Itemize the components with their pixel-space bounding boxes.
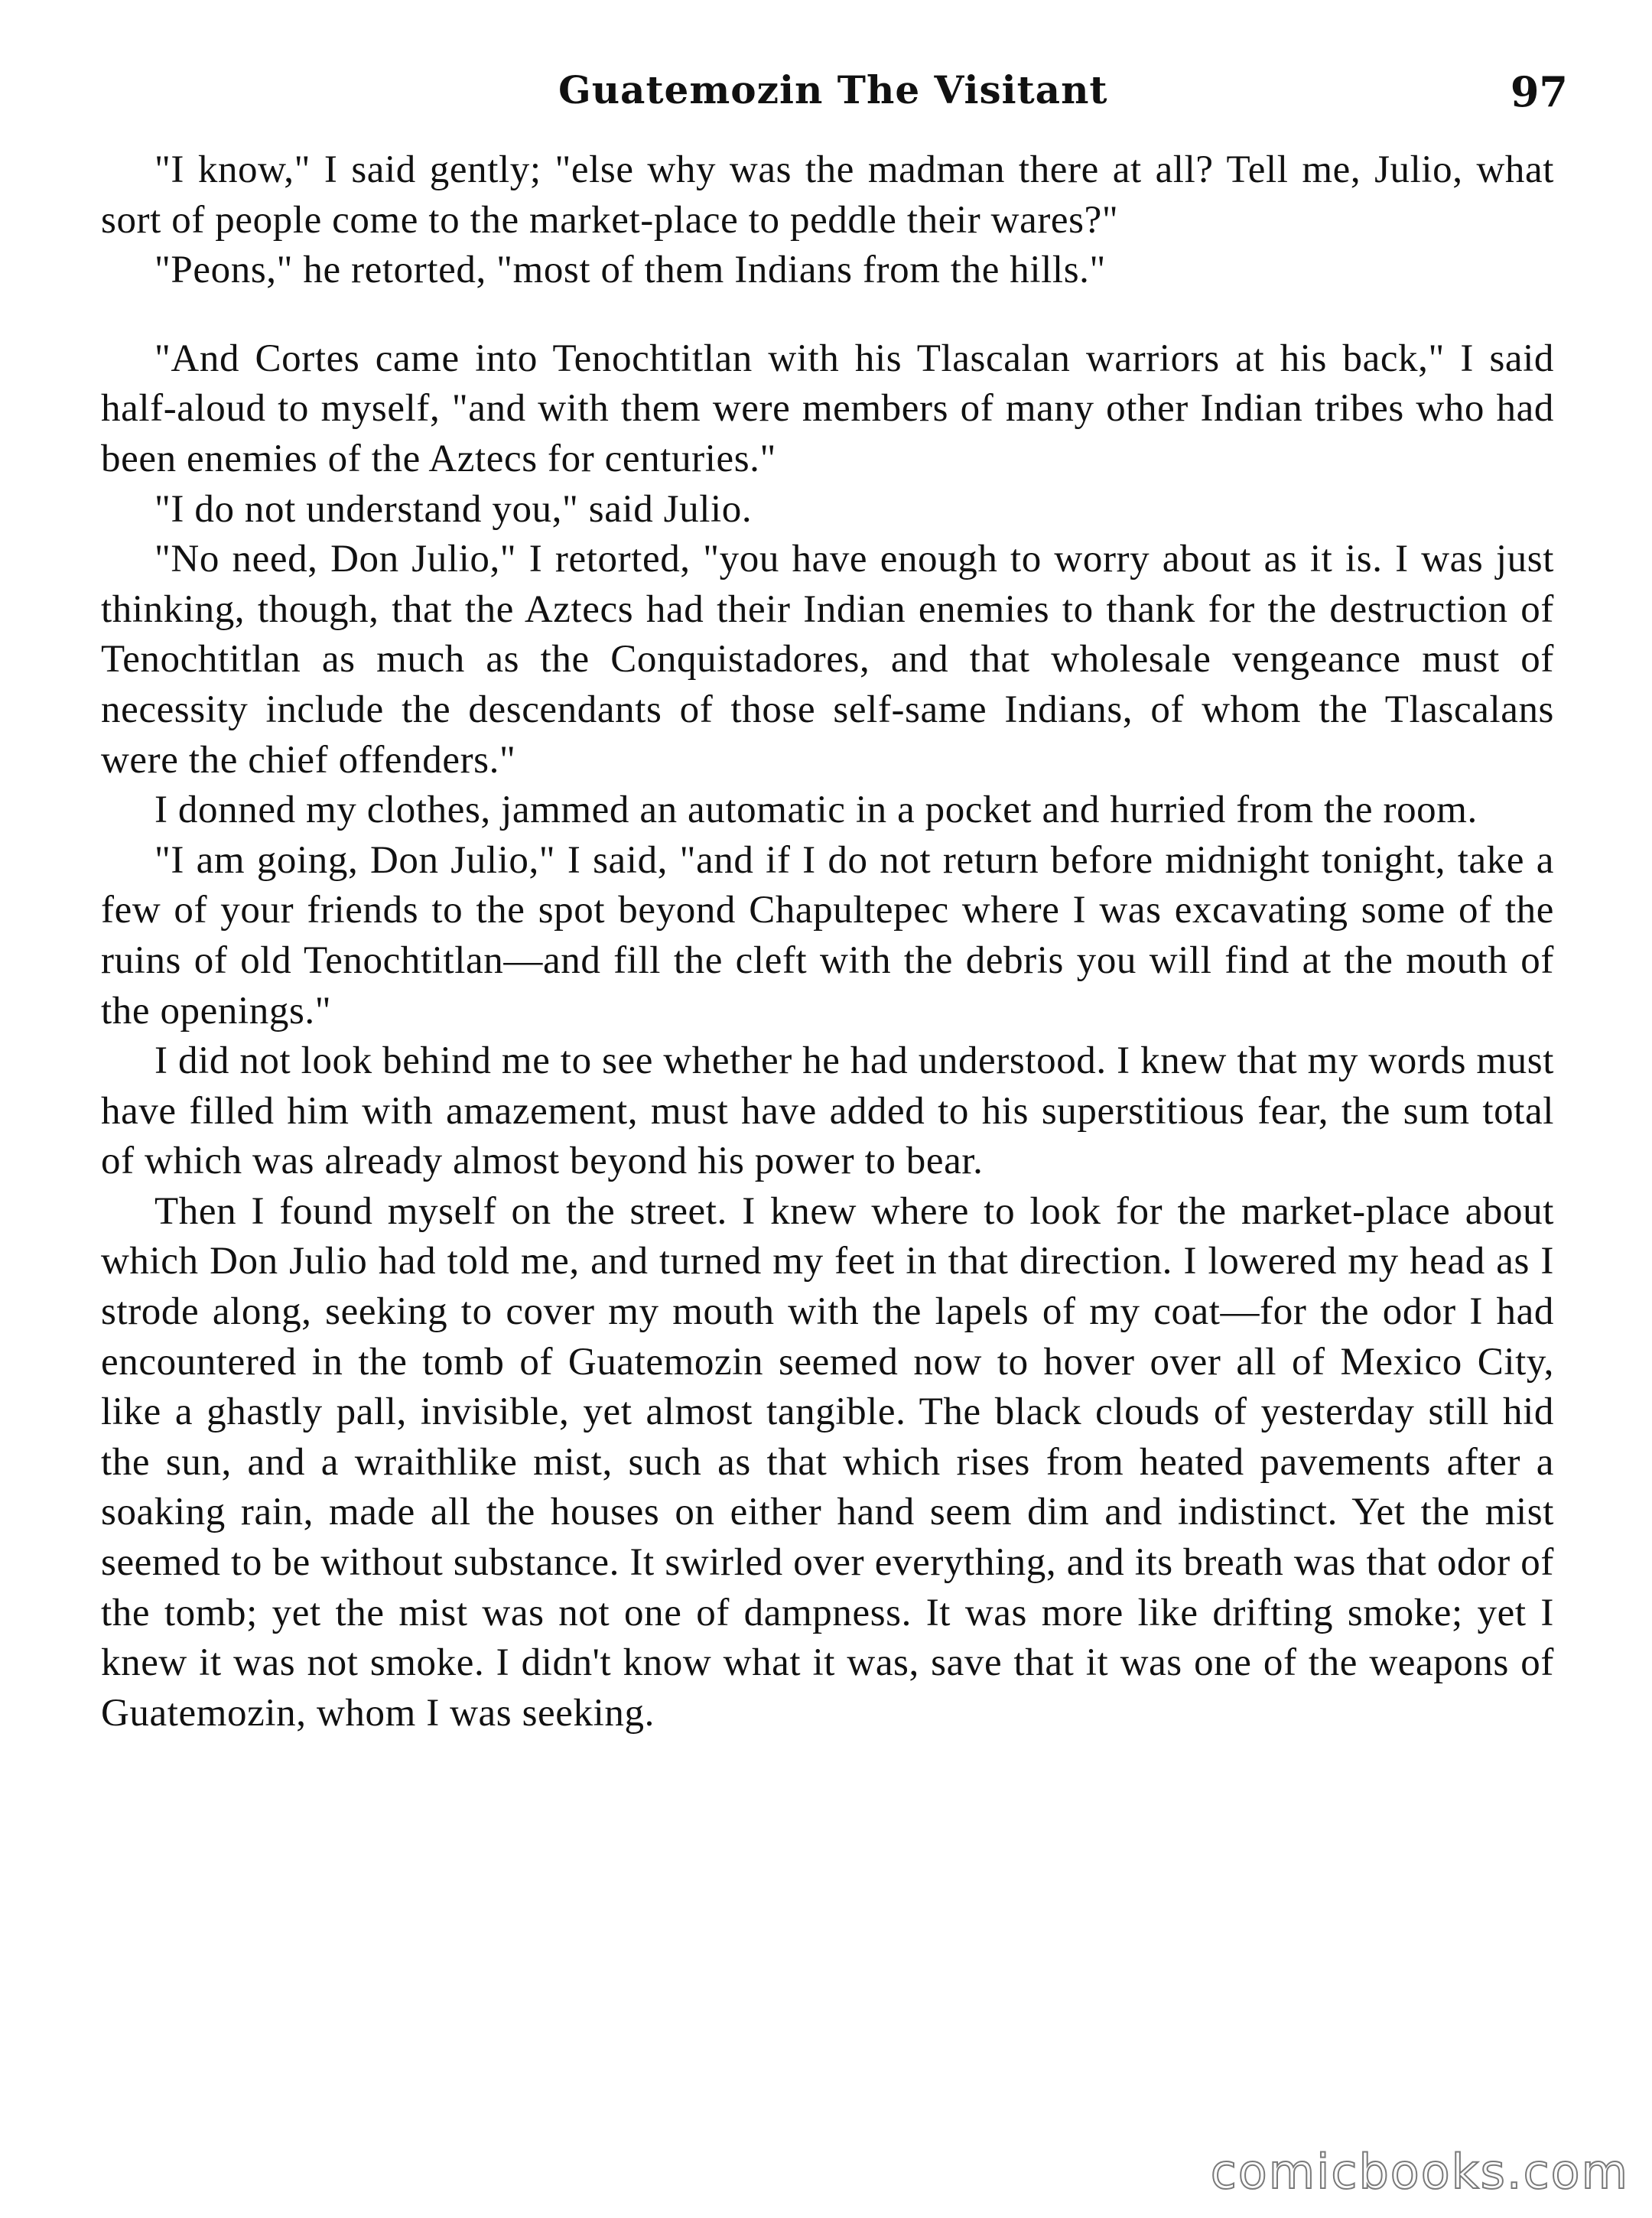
paragraph: "I am going, Don Julio," I said, "and if I do not return before midnight tonight, take a few of your friends to the spot beyond Chapultepec where I was excavating some of the ruins of old Tenochtitlan—and fill the cleft with the debris you will find at the mouth of the openings."	[101, 838, 1554, 1033]
paragraph: "I do not understand you," said Julio.	[154, 487, 753, 531]
paragraph: Then I found myself on the street. I knew where to look for the market-place about which Don Julio had told me, and turned my feet in that direction. I lowered my head as I strode along, seeking to cover my mouth with the lapels of my coat—for the odor I had encountered in the tomb of Guatemozin seemed now to hover over all of Mexico City, like a ghastly pall, invisible, yet almost tangible. The black clouds of yesterday still hid the sun, and a wraithlike mist, such as that which rises from heated pavements after a soaking rain, made all the houses on either hand seem dim and indistinct. Yet the mist seemed to be without substance. It swirled over everything, and its breath was that odor of the tomb; yet the mist was not one of dampness. It was more like drifting smoke; yet I knew it was not smoke. I didn't know what it was, save that it was one of the weapons of Guatemozin, whom I was seeking.	[101, 1189, 1554, 1735]
page-number: 97	[1510, 67, 1568, 116]
paragraph: "No need, Don Julio," I retorted, "you have enough to worry about as it is. I was just thinking, though, that the Aztecs had their Indian enemies to thank for the destruction of Tenochtitlan as much as the Conquistadores, and that wholesale vengeance must of necessity include the descendants of those self-same Indians, of whom the Tlascalans were the chief offenders."	[101, 538, 1554, 782]
running-title: Guatemozin The Visitant	[558, 67, 1108, 112]
paragraph: "And Cortes came into Tenochtitlan with his Tlascalan warriors at his back," I said half-aloud to myself, "and with them were members of many other Indian tribes who had been enemies of the Aztecs for centuries."	[101, 337, 1554, 480]
body-text	[101, 145, 1554, 1738]
paragraph: "I know," I said gently; "else why was the madman there at all? Tell me, Julio, what sort of people come to the market-place to peddle their wares?"	[101, 148, 1554, 242]
page-header	[99, 67, 1568, 128]
paragraph: "Peons," he retorted, "most of them Indians from the hills."	[154, 249, 1106, 292]
paragraph: I donned my clothes, jammed an automatic in a pocket and hurried from the room.	[154, 789, 1478, 832]
watermark: comicbooks.com	[1210, 2144, 1629, 2200]
paragraph: I did not look behind me to see whether he had understood. I knew that my words must have filled him with amazement, must have added to his superstitious fear, the sum total of which was already almost beyond his power to bear.	[101, 1039, 1554, 1183]
